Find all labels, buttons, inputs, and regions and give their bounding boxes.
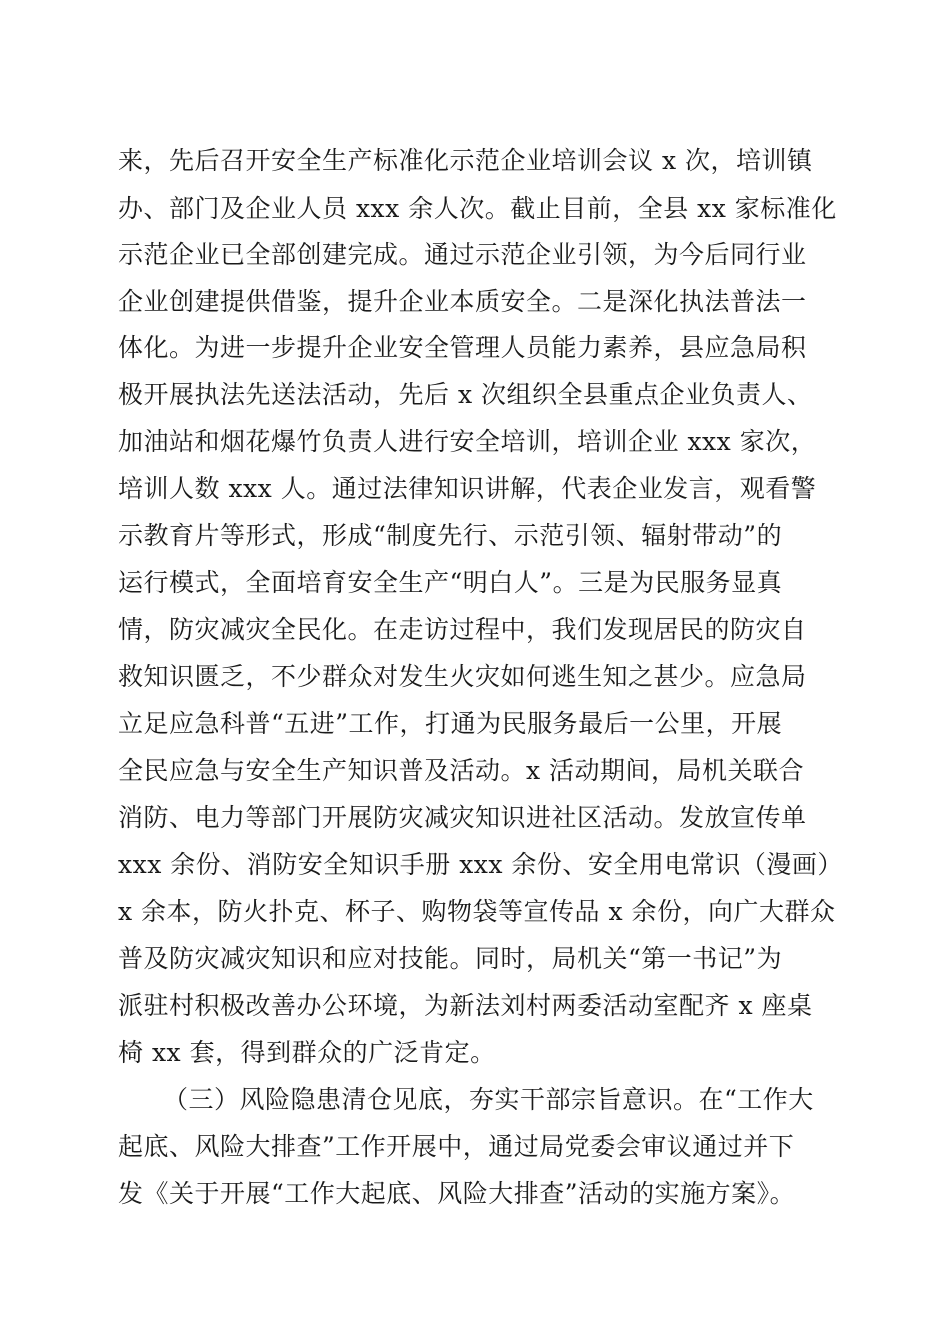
text-line: 消防、电力等部门开展防灾减灾知识进社区活动。发放宣传单 [118, 803, 807, 832]
text-line: 普及防灾减灾知识和应对技能。同时，局机关“第一书记”为 [118, 944, 783, 973]
text-line: 救知识匮乏，不少群众对发生火灾如何逃生知之甚少。应急局 [118, 662, 807, 691]
text-line: xxx 余份、消防安全知识手册 xxx 余份、安全用电常识（漫画） [118, 850, 843, 879]
text-line: 派驻村积极改善办公环境，为新法刘村两委活动室配齐 x 座桌 [118, 991, 813, 1020]
text-line: 椅 xx 套，得到群众的广泛肯定。 [118, 1038, 496, 1067]
text-line: 来，先后召开安全生产标准化示范企业培训会议 x 次，培训镇 [118, 146, 813, 175]
text-line: 起底、风险大排查”工作开展中，通过局党委会审议通过并下 [118, 1132, 795, 1161]
text-line: 示教育片等形式，形成“制度先行、示范引领、辐射带动”的 [118, 521, 783, 550]
text-line: 运行模式，全面培育安全生产“明白人”。三是为民服务显真 [118, 568, 783, 597]
text-line: 发《关于开展“工作大起底、风险大排查”活动的实施方案》。 [118, 1179, 796, 1208]
text-line: x 余本，防火扑克、杯子、购物袋等宣传品 x 余份，向广大群众 [118, 897, 836, 926]
text-line: 办、部门及企业人员 xxx 余人次。截止目前，全县 xx 家标准化 [118, 194, 837, 223]
text-line: 企业创建提供借鉴，提升企业本质安全。二是深化执法普法一 [118, 287, 807, 316]
text-line: 加油站和烟花爆竹负责人进行安全培训，培训企业 xxx 家次， [118, 427, 817, 456]
text-line: 全民应急与安全生产知识普及活动。x 活动期间，局机关联合 [118, 756, 805, 785]
text-line: 示范企业已全部创建完成。通过示范企业引领，为今后同行业 [118, 240, 807, 269]
text-line: 体化。为进一步提升企业安全管理人员能力素养，县应急局积 [118, 333, 807, 362]
text-line: 情，防灾减灾全民化。在走访过程中，我们发现居民的防灾自 [118, 615, 807, 644]
text-line: 培训人数 xxx 人。通过法律知识讲解，代表企业发言，观看警 [118, 474, 817, 503]
text-line: （三）风险隐患清仓见底，夯实干部宗旨意识。在“工作大 [163, 1085, 814, 1114]
text-line: 极开展执法先送法活动，先后 x 次组织全县重点企业负责人、 [118, 380, 813, 409]
text-line: 立足应急科普“五进”工作，打通为民服务最后一公里，开展 [118, 709, 783, 738]
